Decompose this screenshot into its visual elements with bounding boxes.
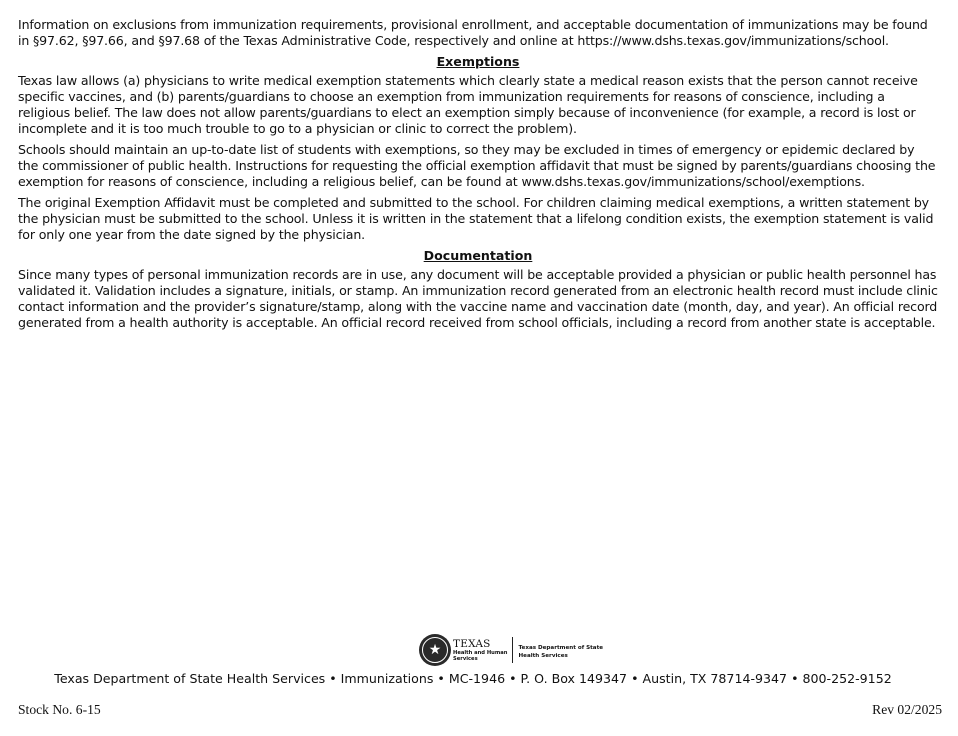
- hhs-label-line2: Health and Human: [453, 649, 508, 656]
- footer-address: Texas Department of State Health Services • Immunizations • MC-1946 • P. O. Box 149347 • Austin, TX 78714-9347 • 800-252-9152: [54, 671, 892, 686]
- documentation-heading: Documentation: [423, 248, 533, 263]
- hhs-texas-label: TEXAS: [453, 637, 491, 650]
- logo-divider: [512, 637, 513, 663]
- stock-number: Stock No. 6-15: [18, 702, 101, 717]
- hhs-wordmark: [453, 635, 507, 665]
- documentation-paragraph: Since many types of personal immunization records are in use, any document will be acceptable provided a physician or public health personnel has validated it. Validation includes a signature, initials, or stamp. An immunization record generated from an electronic health record must include clinic contact information and the provider’s signature/stamp, along with the vaccine name and vaccination date (month, day, and year). An official record generated from a health authority is acceptable. An official record received from school officials, including a record from another state is acceptable.: [18, 267, 938, 330]
- exemptions-paragraph-3: The original Exemption Affidavit must be completed and submitted to the school. For children claiming medical exemptions, a written statement by the physician must be submitted to the school. Unless it is written in the statement that a lifelong condition exists, the exemption statement is valid for only one year from the date signed by the physician.: [18, 195, 934, 242]
- exemptions-paragraph-2: Schools should maintain an up-to-date list of students with exemptions, so they may be excluded in times of emergency or epidemic declared by the commissioner of public health. Instructions for requesting the official exemption affidavit that must be signed by parents/guardians choosing the exemption for reasons of conscience, including a religious belief, can be found at www.dshs.texas.gov/immunizations/school/exemptions.: [18, 142, 936, 189]
- document-body: [18, 17, 938, 336]
- agency-logo: [419, 633, 603, 667]
- dshs-label-line2: Health Services: [518, 652, 568, 659]
- exemptions-heading: Exemptions: [436, 54, 520, 69]
- dshs-wordmark: [518, 641, 603, 660]
- revision-date: Rev 02/2025: [872, 702, 942, 717]
- hhs-label-line3: Services: [453, 655, 478, 662]
- exemptions-paragraph-1: Texas law allows (a) physicians to write medical exemption statements which clearly state a medical reason exists that the person cannot receive specific vaccines, and (b) parents/guardians to choose an exemption from immunization requirements for reasons of conscience, including a religious belief. The law does not allow parents/guardians to elect an exemption simply because of inconvenience (for example, a record is lost or incomplete and it is too much trouble to go to a physician or clinic to correct the problem).: [18, 73, 918, 136]
- intro-paragraph: Information on exclusions from immunization requirements, provisional enrollment, and acceptable documentation of immunizations may be found in §97.62, §97.66, and §97.68 of the Texas Administrative Code, respectively and online at https://www.dshs.texas.gov/immunizations/school.: [18, 17, 928, 48]
- texas-seal-icon: ★: [419, 634, 451, 666]
- dshs-label-line1: Texas Department of State: [518, 644, 604, 651]
